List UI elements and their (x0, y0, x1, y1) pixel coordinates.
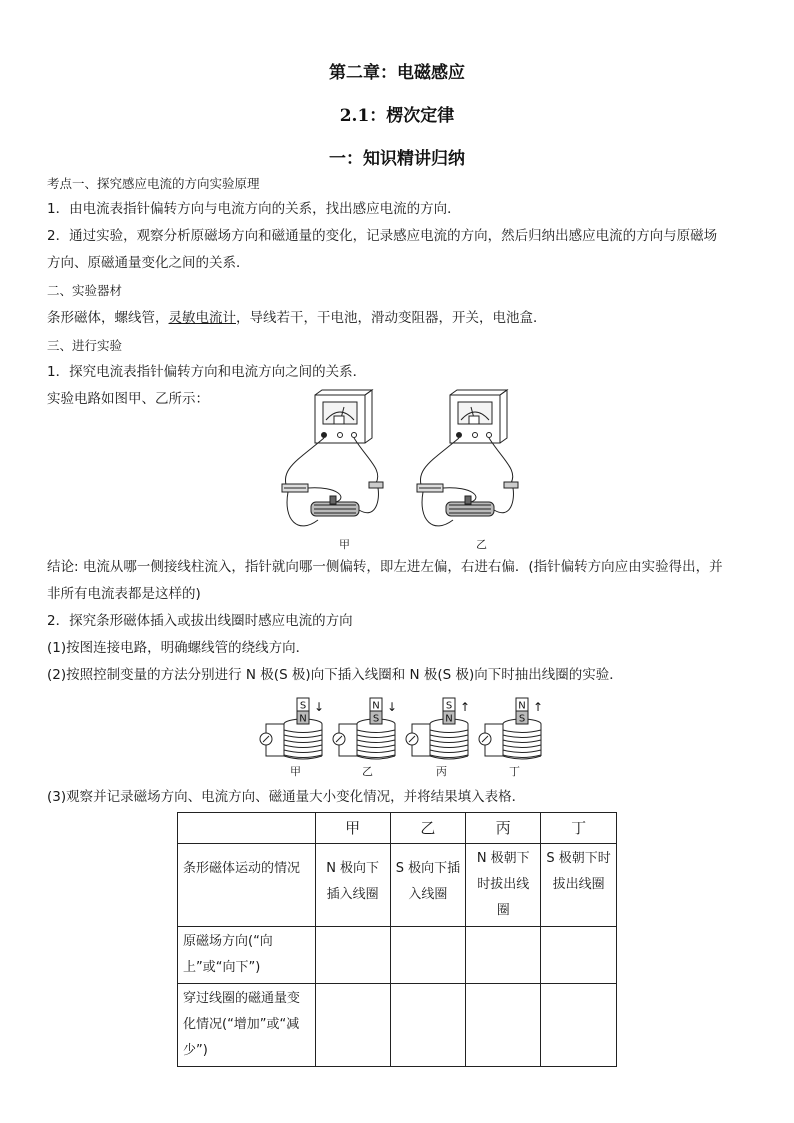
paragraph-circuit-intro: 实验电路如图甲、乙所示： (47, 391, 209, 407)
motion-arrow-icon: ↑ (533, 700, 544, 714)
table-cell: S 极向下插入线圈 (390, 844, 466, 927)
figure1-caption-jia: 甲 (339, 538, 350, 551)
magnet-bottom-pole: S (372, 713, 380, 725)
motion-arrow-icon: ↓ (387, 700, 398, 714)
paragraph-principle-heading: 考点一、探究感应电流的方向实验原理 (47, 176, 260, 191)
paragraph-experiment-1: 1．探究电流表指针偏转方向和电流方向之间的关系． (47, 364, 367, 380)
figure-galvanometer-circuits (268, 390, 528, 550)
paragraph-conclusion-b: 非所有电流表都是这样的) (47, 586, 201, 602)
magnet-bottom-pole: N (445, 713, 453, 725)
paragraph-equipment-heading: 二、实验器材 (47, 283, 123, 298)
motion-arrow-icon: ↑ (460, 700, 471, 714)
table-cell: N 极向下插入线圈 (315, 844, 390, 927)
table-row (178, 927, 617, 984)
paragraph-conclusion-a: 结论: 电流从哪一侧接线柱流入，指针就向哪一侧偏转，即左进左偏，右进右偏．(指针偏转方向应由实验得出，并 (47, 559, 723, 575)
table-input-cell[interactable] (541, 984, 617, 1067)
table-header-cell: 乙 (390, 813, 466, 844)
table-row (178, 844, 617, 927)
table-input-cell[interactable] (315, 984, 390, 1067)
equipment-galvanometer-link[interactable]: 灵敏电流计 (168, 310, 236, 326)
part-title: 一：知识精讲归纳 (329, 149, 465, 169)
table-input-cell[interactable] (466, 984, 541, 1067)
magnet-coil-setup (260, 698, 324, 759)
table-cell-label: 条形磁体运动的情况 (178, 844, 316, 927)
circuit-left (282, 390, 383, 526)
magnet-coil-setup (406, 698, 470, 759)
table-cell: S 极朝下时拔出线圈 (541, 844, 617, 927)
magnet-coil-setup (479, 698, 543, 759)
table-row (178, 984, 617, 1067)
table-header-cell (178, 813, 316, 844)
magnet-top-pole: N (518, 700, 526, 712)
paragraph-principle-1: 1．由电流表指针偏转方向与电流方向的关系，找出感应电流的方向． (47, 201, 461, 217)
table-header-cell: 甲 (315, 813, 390, 844)
figure1-caption-yi: 乙 (476, 538, 487, 551)
chapter-title: 第二章：电磁感应 (329, 63, 465, 83)
paragraph-principle-2a: 2．通过实验，观察分析原磁场方向和磁通量的变化，记录感应电流的方向，然后归纳出感应电流的方向与原磁场 (47, 228, 718, 244)
table-input-cell[interactable] (390, 984, 466, 1067)
paragraph-principle-2b: 方向、原磁通量变化之间的关系． (47, 255, 250, 271)
paragraph-experiment-heading: 三、进行实验 (47, 338, 123, 353)
table-header-row (178, 813, 617, 844)
magnet-top-pole: S (299, 700, 307, 712)
magnet-top-pole: N (372, 700, 380, 712)
magnet-bottom-pole: N (299, 713, 307, 725)
table-input-cell[interactable] (541, 927, 617, 984)
magnet-top-pole: S (445, 700, 453, 712)
equipment-text-post: ，导线若干，干电池，滑动变阻器，开关，电池盒． (236, 310, 547, 326)
paragraph-step-3: (3)观察并记录磁场方向、电流方向、磁通量大小变化情况，并将结果填入表格． (47, 789, 526, 805)
table-cell-label: 穿过线圈的磁通量变化情况(“增加”或“减少”) (178, 984, 316, 1067)
table-header-cell: 丁 (541, 813, 617, 844)
paragraph-experiment-2: 2．探究条形磁体插入或拔出线圈时感应电流的方向 (47, 613, 353, 629)
paragraph-step-1: (1)按图连接电路，明确螺线管的绕线方向． (47, 640, 310, 656)
table-header-cell: 丙 (466, 813, 541, 844)
table-input-cell[interactable] (466, 927, 541, 984)
table-cell: N 极朝下时拔出线圈 (466, 844, 541, 927)
table-input-cell[interactable] (315, 927, 390, 984)
results-table (177, 812, 617, 1067)
figure2-caption-2: 乙 (362, 765, 373, 778)
equipment-text-pre: 条形磁体，螺线管， (47, 310, 169, 326)
paragraph-equipment (47, 308, 752, 328)
magnet-bottom-pole: S (518, 713, 526, 725)
table-input-cell[interactable] (390, 927, 466, 984)
table-cell-label: 原磁场方向(“向上”或“向下”) (178, 927, 316, 984)
magnet-coil-setup (333, 698, 397, 759)
circuit-right (417, 390, 518, 526)
motion-arrow-icon: ↓ (314, 700, 325, 714)
section-title: 2.1：楞次定律 (339, 106, 455, 126)
figure2-caption-3: 丙 (436, 765, 447, 778)
paragraph-step-2: (2)按照控制变量的方法分别进行 N 极(S 极)向下插入线圈和 N 极(S 极)向下时抽出线圈的实验． (47, 667, 623, 683)
figure-magnet-coils (258, 694, 544, 774)
figure2-caption-1: 甲 (290, 765, 301, 778)
figure2-caption-4: 丁 (509, 765, 520, 778)
